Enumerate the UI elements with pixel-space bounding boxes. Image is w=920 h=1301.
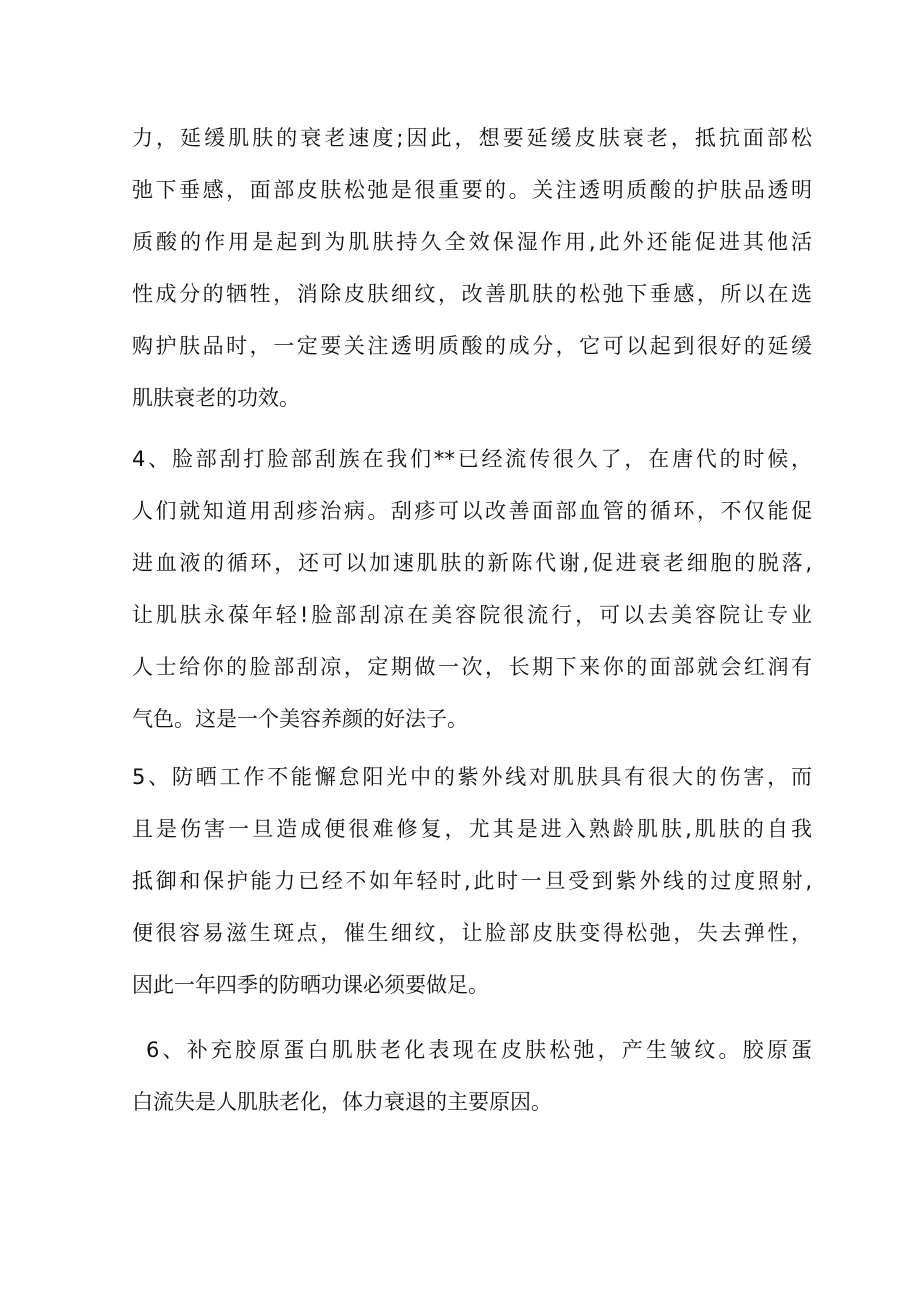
text-line: 力，延缓肌肤的衰老速度;因此，想要延缓皮肤衰老，抵抗面部松 <box>132 126 812 150</box>
text-line: 质酸的作用是起到为肌肤持久全效保湿作用,此外还能促进其他活 <box>132 230 812 254</box>
text-line: 5、防晒工作不能懈怠阳光中的紫外线对肌肤具有很大的伤害，而 <box>132 765 812 789</box>
paragraph-section-4 <box>132 433 812 745</box>
text-line: 性成分的牺牲，消除皮肤细纹，改善肌肤的松弛下垂感，所以在选 <box>132 282 812 306</box>
text-line: 因此一年四季的防晒功课必须要做足。 <box>132 973 489 997</box>
text-line: 抵御和保护能力已经不如年轻时,此时一旦受到紫外线的过度照射, <box>132 869 812 893</box>
paragraph-skin-elasticity <box>132 112 812 424</box>
text-line: 肌肤衰老的功效。 <box>132 386 300 410</box>
text-line: 弛下垂感，面部皮肤松弛是很重要的。关注透明质酸的护肤品透明 <box>132 178 812 202</box>
text-line: 白流失是人肌肤老化，体力衰退的主要原因。 <box>132 1090 552 1114</box>
text-line: 人士给你的脸部刮凉，定期做一次，长期下来你的面部就会红润有 <box>132 655 812 679</box>
text-line: 进血液的循环，还可以加速肌肤的新陈代谢,促进衰老细胞的脱落, <box>132 551 812 575</box>
text-line: 购护肤品时，一定要关注透明质酸的成分，它可以起到很好的延缓 <box>132 334 812 358</box>
text-line: 6、补充胶原蛋白肌肤老化表现在皮肤松弛，产生皱纹。胶原蛋 <box>146 1038 812 1062</box>
paragraph-section-6 <box>132 1024 812 1128</box>
text-line: 让肌肤永葆年轻!脸部刮凉在美容院很流行，可以去美容院让专业 <box>132 603 812 627</box>
text-line: 人们就知道用刮疹治病。刮疹可以改善面部血管的循环，不仅能促 <box>132 499 812 523</box>
text-line: 便很容易滋生斑点，催生细纹，让脸部皮肤变得松弛，失去弹性， <box>132 921 812 945</box>
text-line: 且是伤害一旦造成便很难修复，尤其是进入熟龄肌肤,肌肤的自我 <box>132 817 812 841</box>
text-line: 4、脸部刮打脸部刮族在我们**已经流传很久了，在唐代的时候， <box>132 447 812 471</box>
text-line: 气色。这是一个美容养颜的好法子。 <box>132 707 468 731</box>
paragraph-section-5 <box>132 751 812 1011</box>
